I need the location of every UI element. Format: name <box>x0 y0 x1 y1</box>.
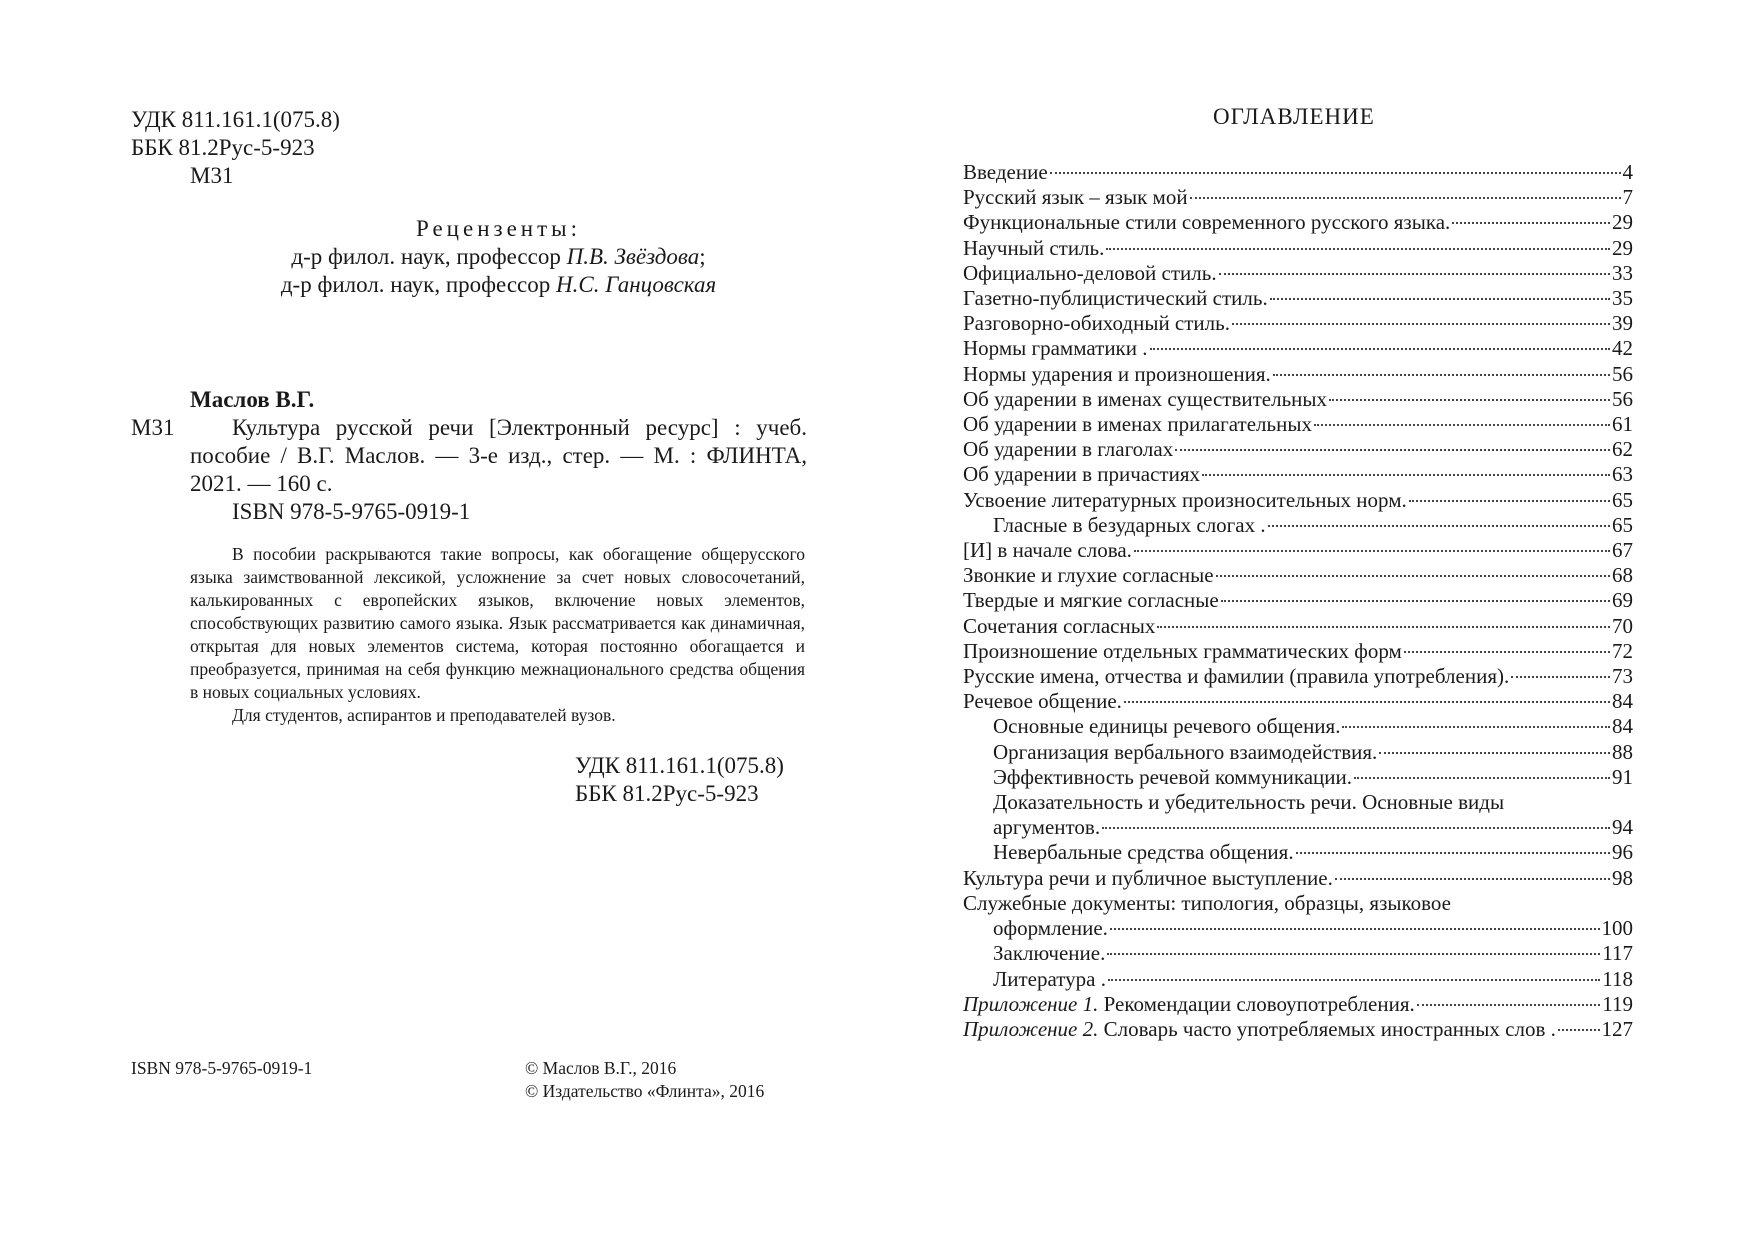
reviewer-1-name: П.В. Звёздова <box>566 244 700 269</box>
toc-item-title <box>963 891 1451 916</box>
toc-item-text: оформление. <box>993 916 1108 941</box>
toc-leader-dots <box>1050 172 1621 174</box>
udk-code-2: УДК 811.161.1(075.8) <box>575 753 784 778</box>
toc-item-text: Основные единицы речевого общения. <box>993 714 1341 739</box>
toc-item-page: 72 <box>1612 638 1633 663</box>
toc-item-text: Эффективность речевой коммуникации. <box>993 764 1353 789</box>
toc-item-title <box>993 967 1106 992</box>
reviewers-heading: Рецензенты: <box>415 216 582 241</box>
toc-leader-dots <box>1335 878 1610 880</box>
table-of-contents <box>963 160 1633 1042</box>
toc-item-title <box>993 714 1340 739</box>
toc-item-page: 68 <box>1612 563 1633 588</box>
toc-item <box>963 362 1633 387</box>
toc-item <box>963 160 1633 185</box>
toc-item-title <box>993 916 1108 941</box>
toc-item-title <box>963 387 1327 412</box>
toc-item-title <box>963 286 1268 311</box>
toc-item-title <box>963 236 1104 261</box>
toc-item-title <box>963 437 1173 462</box>
toc-item-text: Гласные в безударных слогах . <box>993 512 1266 537</box>
toc-item-page: 29 <box>1612 235 1633 260</box>
toc-item-text: Усвоение литературных произносительных норм. <box>963 487 1407 512</box>
toc-leader-dots <box>1232 323 1610 325</box>
toc-item-page: 65 <box>1612 487 1633 512</box>
toc-title: ОГЛАВЛЕНИЕ <box>1213 104 1375 129</box>
toc-item-page: 84 <box>1612 714 1633 739</box>
toc-item <box>963 1017 1633 1042</box>
toc-item-text: Разговорно-обиходный стиль. <box>963 311 1230 336</box>
toc-item-title <box>963 664 1509 689</box>
toc-item-title <box>963 362 1271 387</box>
toc-item <box>963 462 1633 487</box>
toc-item-title <box>963 992 1415 1017</box>
toc-item <box>963 664 1633 689</box>
toc-item-title <box>963 563 1214 588</box>
toc-item-title <box>993 840 1294 865</box>
toc-item-page: 42 <box>1612 336 1633 361</box>
toc-item-title <box>963 614 1155 639</box>
toc-item-page: 56 <box>1612 361 1633 386</box>
toc-item <box>963 236 1633 261</box>
toc-leader-dots <box>1157 626 1610 628</box>
bibliographic-description <box>190 414 807 526</box>
reviewer-1 <box>190 243 807 271</box>
toc-leader-dots <box>1409 500 1610 502</box>
toc-item-text: Сочетания согласных <box>963 613 1156 638</box>
toc-leader-dots <box>1124 701 1610 703</box>
toc-item-page: 7 <box>1622 185 1633 210</box>
toc-item <box>963 916 1633 941</box>
toc-item <box>963 714 1633 739</box>
isbn-bottom: ISBN 978-5-9765-0919-1 <box>131 1058 313 1078</box>
toc-item-page: 4 <box>1622 160 1633 184</box>
toc-item-title <box>993 765 1352 790</box>
toc-item-text: Официально-деловой стиль. <box>963 260 1217 285</box>
toc-leader-dots <box>1329 399 1610 401</box>
audience-text: Для студентов, аспирантов и преподавателей вузов. <box>232 705 616 725</box>
toc-item-title <box>963 462 1200 487</box>
side-author-mark: М31 <box>131 415 175 440</box>
toc-item-page: 118 <box>1602 966 1633 991</box>
toc-item-title <box>963 538 1132 563</box>
toc-item-text: Невербальные средства общения. <box>993 840 1294 865</box>
toc-item-text: Доказательность и убедительность речи. Основные виды <box>993 790 1505 815</box>
toc-leader-dots <box>1202 474 1610 476</box>
toc-item-page: 69 <box>1612 588 1633 613</box>
toc-item-page: 65 <box>1612 512 1633 537</box>
toc-item-text: Звонкие и глухие согласные <box>963 563 1214 588</box>
toc-item <box>963 311 1633 336</box>
toc-item-title <box>963 639 1402 664</box>
toc-item <box>963 941 1633 966</box>
toc-item-text: Словарь часто употребляемых иностранных слов . <box>1098 1016 1556 1041</box>
description-text: Культура русской речи [Электронный ресурс] : учеб. пособие / В.Г. Маслов. — 3-е изд., стер. — М. : ФЛИНТА, 2021. — 160 с. <box>190 415 807 496</box>
toc-item <box>963 286 1633 311</box>
bbk-code: ББК 81.2Рус-5-923 <box>131 135 315 160</box>
toc-leader-dots <box>1216 575 1610 577</box>
reviewer-1-suffix: ; <box>699 244 706 269</box>
annotation <box>190 543 805 727</box>
toc-item-text: [И] в начале слова. <box>963 538 1132 563</box>
toc-item-title <box>993 941 1105 966</box>
toc-leader-dots <box>1379 752 1610 754</box>
toc-item-page: 70 <box>1612 613 1633 638</box>
toc-item-page: 33 <box>1612 260 1633 285</box>
toc-item-text: Литература . <box>993 966 1106 991</box>
toc-item-text: Организация вербального взаимодействия. <box>993 739 1378 764</box>
toc-item-title <box>993 513 1266 538</box>
toc-item-title <box>963 160 1048 185</box>
toc-leader-dots <box>1296 852 1610 854</box>
toc-item-page: 84 <box>1612 689 1633 714</box>
toc-item <box>963 563 1633 588</box>
toc-item-text: Функциональные стили современного русского языка. <box>963 210 1451 235</box>
left-page <box>0 0 877 1240</box>
toc-item-page: 73 <box>1612 664 1633 689</box>
toc-item-text: Об ударении в причастиях <box>963 462 1200 487</box>
toc-item-title <box>963 488 1407 513</box>
toc-item-text: Об ударении в именах существительных <box>963 386 1328 411</box>
toc-item-title <box>963 185 1188 210</box>
toc-item <box>963 689 1633 714</box>
toc-item-page: 96 <box>1612 840 1633 865</box>
toc-leader-dots <box>1268 525 1610 527</box>
author-name: Маслов В.Г. <box>190 387 315 412</box>
toc-item-title <box>993 740 1377 765</box>
toc-item-text: Об ударении в глаголах <box>963 437 1174 462</box>
toc-item <box>963 840 1633 865</box>
toc-item-title <box>963 336 1148 361</box>
toc-item <box>963 261 1633 286</box>
toc-leader-dots <box>1221 600 1610 602</box>
toc-leader-dots <box>1102 827 1610 829</box>
copyright-publisher: © Издательство «Флинта», 2016 <box>525 1081 765 1101</box>
right-page <box>877 0 1755 1240</box>
toc-item <box>963 740 1633 765</box>
toc-item <box>963 538 1633 563</box>
toc-item-text: Нормы ударения и произношения. <box>963 361 1271 386</box>
toc-item-page: 98 <box>1612 865 1633 890</box>
toc-leader-dots <box>1342 726 1610 728</box>
toc-item-page: 88 <box>1612 739 1633 764</box>
toc-leader-dots <box>1511 676 1610 678</box>
toc-item-text: Культура речи и публичное выступление. <box>963 865 1333 890</box>
toc-item <box>963 639 1633 664</box>
toc-item-page: 63 <box>1612 462 1633 487</box>
toc-item-text: Речевое общение. <box>963 689 1122 714</box>
toc-item-page: 29 <box>1612 210 1633 235</box>
toc-item <box>963 790 1633 815</box>
reviewer-1-title: д-р филол. наук, профессор <box>291 244 567 269</box>
toc-item <box>963 992 1633 1017</box>
toc-leader-dots <box>1134 550 1610 552</box>
author-mark: М31 <box>190 163 234 188</box>
toc-leader-dots <box>1558 1029 1600 1031</box>
toc-item-title <box>963 866 1333 891</box>
toc-item-title <box>993 815 1100 840</box>
toc-item-prefix: Приложение 2. <box>963 1016 1099 1041</box>
toc-leader-dots <box>1106 248 1610 250</box>
toc-item-title <box>963 412 1312 437</box>
toc-item <box>963 815 1633 840</box>
toc-item <box>963 765 1633 790</box>
toc-leader-dots <box>1404 651 1610 653</box>
toc-item-page: 119 <box>1602 991 1633 1016</box>
copyright-author: © Маслов В.Г., 2016 <box>525 1058 677 1078</box>
toc-item-text: Служебные документы: типология, образцы, языковое <box>963 890 1451 915</box>
toc-item-text: Твердые и мягкие согласные <box>963 588 1219 613</box>
toc-item-title <box>963 588 1219 613</box>
bbk-code-2: ББК 81.2Рус-5-923 <box>575 781 759 806</box>
toc-item-text: Произношение отдельных грамматических форм <box>963 638 1402 663</box>
toc-item-page: 127 <box>1601 1016 1633 1041</box>
toc-item <box>963 437 1633 462</box>
toc-item <box>963 588 1633 613</box>
toc-item <box>963 513 1633 538</box>
toc-item-text: Рекомендации словоупотребления. <box>1098 991 1415 1016</box>
toc-item <box>963 967 1633 992</box>
toc-leader-dots <box>1452 222 1610 224</box>
toc-item <box>963 387 1633 412</box>
toc-item-prefix: Приложение 1. <box>963 991 1099 1016</box>
toc-item-page: 91 <box>1612 764 1633 789</box>
toc-item-text: аргументов. <box>993 815 1101 840</box>
reviewer-2-name: Н.С. Ганцовская <box>556 272 717 297</box>
reviewer-2-title: д-р филол. наук, профессор <box>280 272 556 297</box>
toc-item-page: 61 <box>1612 412 1633 437</box>
toc-item <box>963 412 1633 437</box>
toc-leader-dots <box>1273 374 1610 376</box>
toc-item-text: Об ударении в именах прилагательных <box>963 412 1312 437</box>
toc-item-page: 67 <box>1612 538 1633 563</box>
toc-item-text: Русский язык – язык мой <box>963 185 1188 210</box>
toc-leader-dots <box>1219 273 1610 275</box>
toc-item-page: 35 <box>1612 286 1633 311</box>
toc-leader-dots <box>1110 928 1600 930</box>
toc-item <box>963 185 1633 210</box>
toc-item-page: 56 <box>1612 386 1633 411</box>
toc-item-text: Заключение. <box>993 941 1106 966</box>
toc-item-title <box>963 261 1217 286</box>
toc-leader-dots <box>1107 953 1600 955</box>
udk-code: УДК 811.161.1(075.8) <box>131 107 340 132</box>
toc-item-title <box>963 689 1122 714</box>
toc-item <box>963 866 1633 891</box>
toc-leader-dots <box>1270 298 1610 300</box>
isbn-line: ISBN 978-5-9765-0919-1 <box>232 499 471 524</box>
reviewer-2 <box>190 271 807 299</box>
toc-item <box>963 614 1633 639</box>
toc-item-text: Нормы грамматики . <box>963 336 1148 361</box>
toc-leader-dots <box>1150 348 1611 350</box>
toc-item-title <box>963 210 1450 235</box>
toc-item <box>963 488 1633 513</box>
toc-item-title <box>963 1017 1556 1042</box>
toc-item <box>963 336 1633 361</box>
toc-leader-dots <box>1108 979 1600 981</box>
toc-item-text: Научный стиль. <box>963 235 1105 260</box>
toc-leader-dots <box>1354 777 1610 779</box>
toc-leader-dots <box>1175 449 1610 451</box>
toc-item-title <box>993 790 1504 815</box>
toc-item <box>963 210 1633 235</box>
toc-item-text: Введение <box>963 160 1048 184</box>
toc-leader-dots <box>1190 197 1621 199</box>
toc-item-page: 62 <box>1612 437 1633 462</box>
toc-item <box>963 891 1633 916</box>
toc-leader-dots <box>1417 1004 1601 1006</box>
toc-item-text: Газетно-публицистический стиль. <box>963 286 1268 311</box>
toc-item-title <box>963 311 1230 336</box>
toc-item-page: 100 <box>1601 916 1633 941</box>
toc-item-text: Русские имена, отчества и фамилии (правила употребления). <box>963 664 1510 689</box>
annotation-text: В пособии раскрываются такие вопросы, как обогащение общерусского языка заимствованной лексикой, усложнение за счет новых словосочетаний, калькированных с европейских языков, включение новых элементов, способствующих развитию самого языка. Язык рассматривается как динамичная, открытая для новых элементов система, которая постоянно обогащается и преобразуется, принимая на себя функцию межнационального средства общения в новых социальных условиях. <box>190 544 805 702</box>
toc-leader-dots <box>1314 424 1610 426</box>
toc-item-page: 39 <box>1612 311 1633 336</box>
toc-item-page: 94 <box>1612 815 1633 840</box>
toc-item-page: 117 <box>1602 941 1633 966</box>
